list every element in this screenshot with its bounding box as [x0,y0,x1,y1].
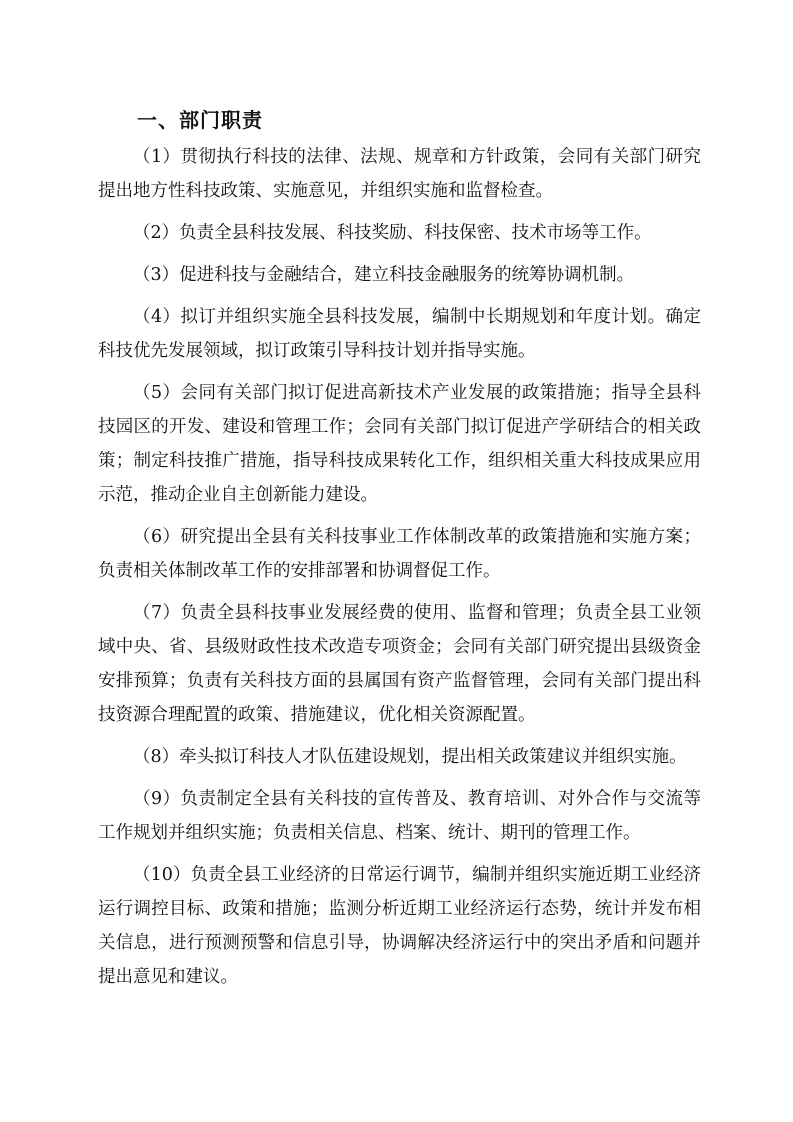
document-body [98,140,701,1002]
duty-paragraph-9: （9）负责制定全县有关科技的宣传普及、教育培训、对外合作与交流等工作规划并组织实施；负责相关信息、档案、统计、期刊的管理工作。 [98,789,701,843]
duty-paragraph-1: （1）贯彻执行科技的法律、法规、规章和方针政策，会同有关部门研究提出地方性科技政策、实施意见，并组织实施和监督检查。 [98,147,701,201]
duty-paragraph-5: （5）会同有关部门拟订促进高新技术产业发展的政策措施；指导全县科技园区的开发、建设和管理工作；会同有关部门拟订促进产学研结合的相关政策；制定科技推广措施，指导科技成果转化工作，组织相关重大科技成果应用示范，推动企业自主创新能力建设。 [98,383,701,505]
duty-paragraph-6: （6）研究提出全县有关科技事业工作体制改革的政策措施和实施方案；负责相关体制改革工作的安排部署和协调督促工作。 [98,527,701,581]
duty-paragraph-8: （8）牵头拟订科技人才队伍建设规划，提出相关政策建议并组织实施。 [133,747,687,767]
duty-paragraph-7: （7）负责全县科技事业发展经费的使用、监督和管理；负责全县工业领域中央、省、县级财政性技术改造专项资金；会同有关部门研究提出县级资金安排预算；负责有关科技方面的县属国有资产监督管理，会同有关部门提出科技资源合理配置的政策、措施建议，优化相关资源配置。 [98,603,701,725]
duty-paragraph-3: （3）促进科技与金融结合，建立科技金融服务的统筹协调机制。 [133,265,635,285]
duty-paragraph-2: （2）负责全县科技发展、科技奖励、科技保密、技术市场等工作。 [133,223,652,243]
duty-paragraph-4: （4）拟订并组织实施全县科技发展，编制中长期规划和年度计划。确定科技优先发展领域，拟订政策引导科技计划并指导实施。 [98,307,701,361]
duty-paragraph-10: （10）负责全县工业经济的日常运行调节，编制并组织实施近期工业经济运行调控目标、政策和措施；监测分析近期工业经济运行态势，统计并发布相关信息，进行预测预警和信息引导，协调解决经济运行中的突出矛盾和问题并提出意见和建议。 [98,865,701,987]
section-title: 一、部门职责 [137,108,263,132]
